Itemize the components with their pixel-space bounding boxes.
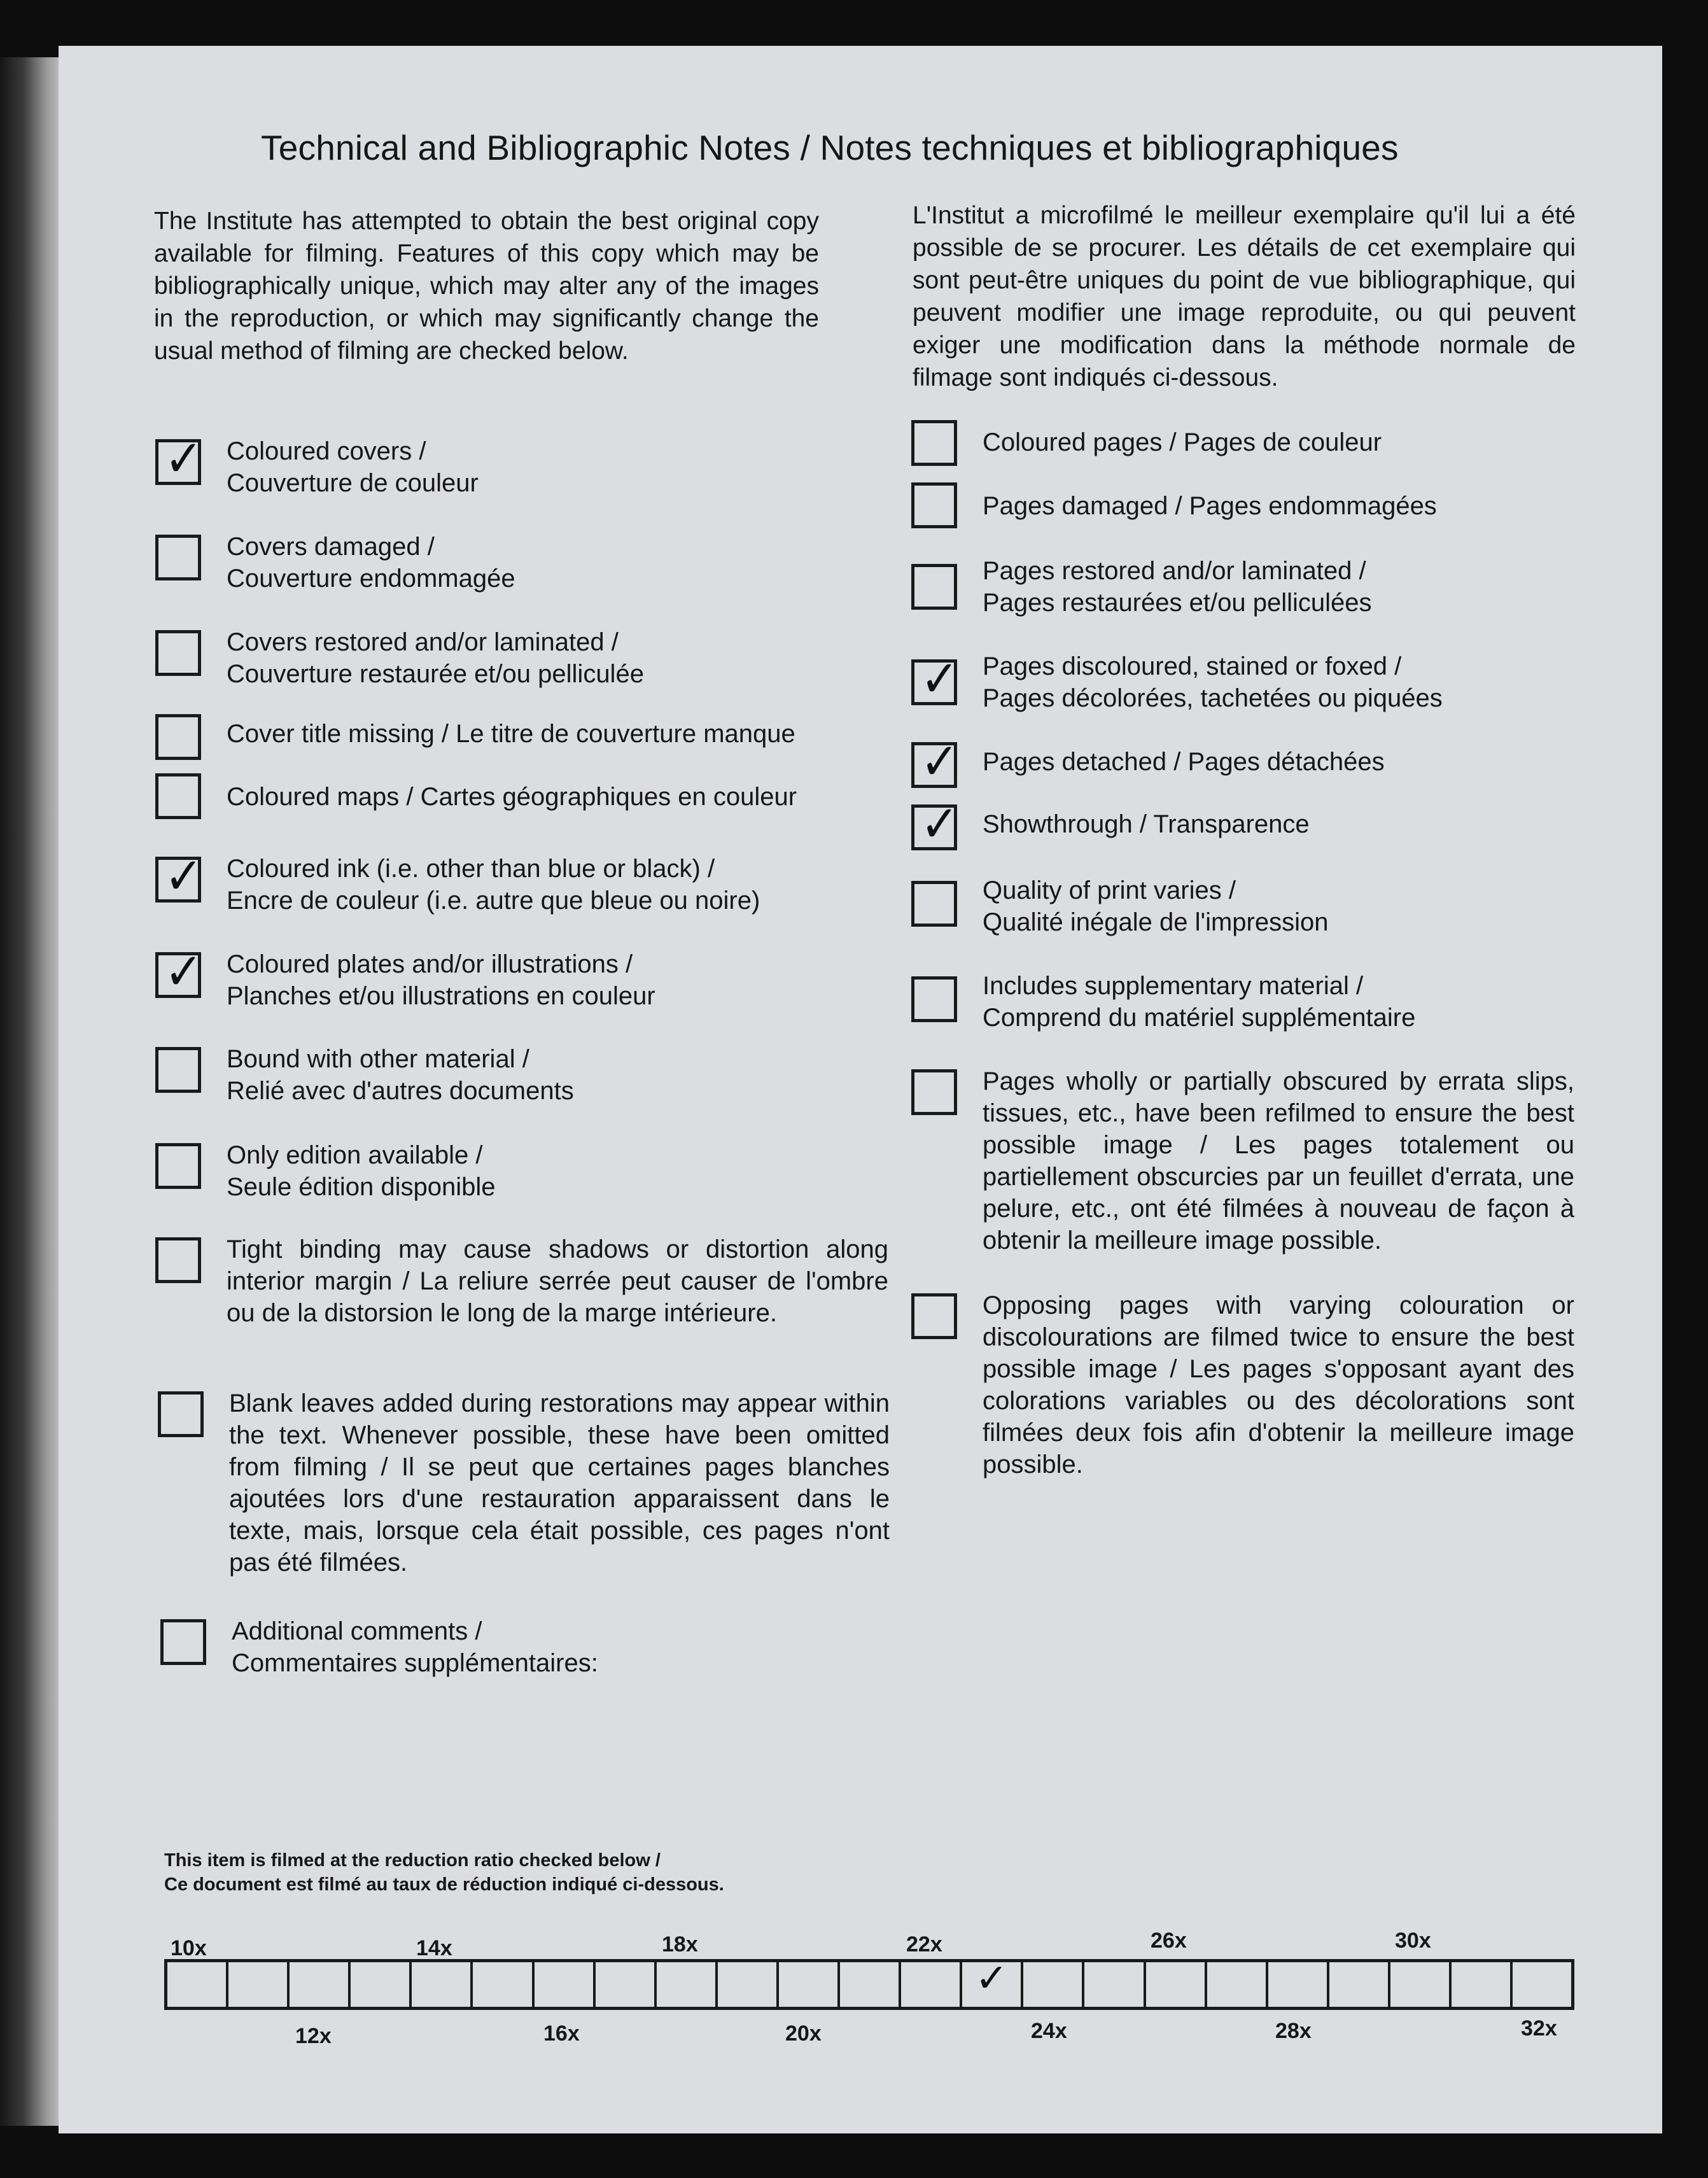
check-mark-icon: ✓ [920, 732, 959, 791]
check-mark-icon: ✓ [164, 942, 203, 1001]
intro-french: L'Institut a microfilmé le meilleur exemplaire qu'il lui a été possible de se procurer. Les détails de cet exemplaire qui sont peut-être uniques du point de vue bibliographique, qui peuvent modifier une image reproduite, ou qui peuvent exiger une modification dans la méthode normale de filmage sont indiqués ci-dessous. [913, 202, 1576, 391]
item-label: Bound with other material / [227, 1045, 529, 1073]
checkbox-pages-discoloured[interactable] [911, 649, 959, 708]
ratio-cell[interactable] [167, 1962, 228, 2007]
ratio-cell[interactable] [1390, 1962, 1452, 2007]
ratio-label: 30x [1395, 1929, 1431, 1953]
item-label: Blank leaves added during restorations may appear within the text. Whenever possible, these have been omitted from filming / Il se peut que certaines pages blanches ajoutées lors d'une restauration apparaissent dans le texte, mais, lorsque cela était possible, ces pages n'ont pas été filmées. [229, 1389, 890, 1577]
ratio-cell[interactable] [1329, 1962, 1390, 2007]
item-label: Only edition available / [227, 1141, 483, 1169]
ratio-label: 32x [1521, 2016, 1557, 2041]
checkbox-covers-damaged[interactable] [155, 535, 201, 580]
ratio-cell[interactable] [718, 1962, 779, 2007]
checkbox-blank-leaves[interactable] [158, 1391, 204, 1437]
ratio-cell[interactable] [473, 1962, 534, 2007]
ratio-cell[interactable] [351, 1962, 412, 2007]
checkbox-coloured-covers[interactable] [155, 429, 203, 488]
item-label: Coloured plates and/or illustrations / [227, 950, 633, 978]
ratio-cell[interactable] [228, 1962, 290, 2007]
ratio-cell[interactable] [1207, 1962, 1268, 2007]
ratio-cell[interactable] [840, 1962, 901, 2007]
ratio-label: 18x [662, 1932, 698, 1957]
ratio-cell[interactable] [1084, 1962, 1145, 2007]
ratio-cell[interactable] [962, 1955, 1023, 2007]
item-label: Comprend du matériel supplémentaire [983, 1004, 1416, 1032]
item-label: Couverture restaurée et/ou pelliculée [227, 660, 644, 688]
reduction-ratio-caption [164, 1848, 724, 1897]
ratio-cell[interactable] [1268, 1962, 1329, 2007]
ratio-cell[interactable] [535, 1962, 596, 2007]
ratio-cell[interactable] [901, 1962, 962, 2007]
item-label: Seule édition disponible [227, 1173, 496, 1201]
ratio-label: 10x [171, 1936, 207, 1960]
item-label: Coloured pages / Pages de couleur [983, 428, 1382, 456]
item-label: Coloured ink (i.e. other than blue or black) / [227, 855, 715, 883]
page-title: Technical and Bibliographic Notes / Notes techniques et bibliographiques [261, 128, 1399, 167]
checkbox-tight-binding[interactable] [155, 1237, 201, 1283]
checkbox-additional-comments[interactable] [160, 1619, 206, 1665]
item-label: Coloured covers / [227, 437, 426, 465]
ratio-cell[interactable] [1452, 1962, 1513, 2007]
item-label: Covers damaged / [227, 533, 435, 561]
item-label: Showthrough / Transparence [983, 810, 1310, 838]
item-label: Pages detached / Pages détachées [983, 748, 1385, 776]
ratio-cell[interactable] [1513, 1962, 1571, 2007]
reduction-caption-fr: Ce document est filmé au taux de réduction indiqué ci-dessous. [164, 1874, 724, 1895]
item-label: Encre de couleur (i.e. autre que bleue ou noire) [227, 887, 760, 915]
item-label: Couverture endommagée [227, 565, 515, 593]
check-mark-icon: ✓ [164, 429, 203, 488]
item-label: Relié avec d'autres documents [227, 1077, 574, 1105]
item-label: Coloured maps / Cartes géographiques en couleur [227, 783, 797, 811]
item-label: Qualité inégale de l'impression [983, 908, 1329, 936]
item-label: Opposing pages with varying colouration or discolourations are filmed twice to ensure the best possible image / Les pages s'opposant ayant des colorations variables ou des décolorations sont filmées deux fois afin d'obtenir la meilleure image possible. [983, 1291, 1574, 1479]
ratio-cell[interactable] [657, 1962, 718, 2007]
reduction-ratio-scale [164, 1955, 1574, 2010]
checkbox-pages-detached[interactable] [911, 732, 959, 791]
item-label: Couverture de couleur [227, 469, 479, 497]
ratio-label: 14x [416, 1936, 452, 1960]
check-mark-icon: ✓ [164, 847, 203, 906]
checkbox-coloured-plates[interactable] [155, 942, 203, 1001]
ratio-label: 28x [1275, 2019, 1312, 2043]
check-mark-icon: ✓ [920, 794, 959, 854]
ratio-label: 12x [295, 2024, 332, 2048]
ratio-cell[interactable] [412, 1962, 473, 2007]
item-label: Pages wholly or partially obscured by errata slips, tissues, etc., have been refilmed to ensure the best possible image / Les pages totalement ou partiellement obscurcies par un feuillet d'errata, une pelure, etc., ont été filmées à nouveau de façon à obtenir la meilleure image possible. [983, 1067, 1574, 1254]
ratio-label: 16x [543, 2021, 580, 2046]
checkbox-quality-print[interactable] [911, 881, 957, 927]
item-label: Tight binding may cause shadows or distortion along interior margin / La reliure serrée peut causer de l'ombre ou de la distorsion le long de la marge intérieure. [227, 1235, 888, 1327]
item-label: Additional comments / [232, 1617, 482, 1645]
ratio-cell[interactable] [596, 1962, 657, 2007]
item-label: Covers restored and/or laminated / [227, 628, 619, 656]
ratio-cell[interactable] [1146, 1962, 1207, 2007]
item-label: Pages restaurées et/ou pelliculées [983, 589, 1372, 617]
checkbox-only-edition[interactable] [155, 1143, 201, 1189]
ratio-cell[interactable] [1023, 1962, 1084, 2007]
item-label: Includes supplementary material / [983, 972, 1364, 1000]
ratio-label: 20x [785, 2021, 822, 2046]
checkbox-coloured-pages[interactable] [911, 420, 957, 466]
checkbox-opposing-pages[interactable] [911, 1293, 957, 1339]
item-label: Pages discoloured, stained or foxed / [983, 652, 1402, 680]
ratio-cell[interactable] [779, 1962, 840, 2007]
ratio-label: 22x [906, 1932, 942, 1957]
checkbox-pages-restored[interactable] [911, 564, 957, 610]
check-mark-icon: ✓ [975, 1955, 1009, 2001]
checkbox-coloured-maps[interactable] [155, 773, 201, 819]
checkbox-bound-with[interactable] [155, 1047, 201, 1093]
reduction-caption-en: This item is filmed at the reduction ratio checked below / [164, 1850, 661, 1871]
item-label: Pages décolorées, tachetées ou piquées [983, 684, 1443, 712]
item-label: Planches et/ou illustrations en couleur [227, 982, 655, 1010]
item-label: Quality of print varies / [983, 876, 1236, 904]
ratio-label: 26x [1151, 1929, 1187, 1953]
check-mark-icon: ✓ [920, 649, 959, 708]
item-label: Pages restored and/or laminated / [983, 557, 1366, 585]
item-label: Cover title missing / Le titre de couverture manque [227, 720, 795, 748]
item-label: Commentaires supplémentaires: [232, 1649, 598, 1677]
checkbox-supplementary[interactable] [911, 976, 957, 1022]
checkbox-coloured-ink[interactable] [155, 847, 203, 906]
ratio-cell[interactable] [290, 1962, 351, 2007]
ratio-label: 24x [1031, 2019, 1067, 2043]
checkbox-covers-restored[interactable] [155, 630, 201, 676]
intro-english: The Institute has attempted to obtain the best original copy available for filming. Features of this copy which may be bibliographically unique, which may alter any of the images in the reproduction, or which may significantly change the usual method of filming are checked below. [154, 207, 819, 365]
checkbox-cover-title-missing[interactable] [155, 714, 201, 760]
checkbox-pages-obscured[interactable] [911, 1069, 957, 1115]
checkbox-showthrough[interactable] [911, 794, 959, 854]
item-label: Pages damaged / Pages endommagées [983, 492, 1437, 520]
checkbox-pages-damaged[interactable] [911, 482, 957, 528]
film-edge-strip [0, 57, 59, 2126]
